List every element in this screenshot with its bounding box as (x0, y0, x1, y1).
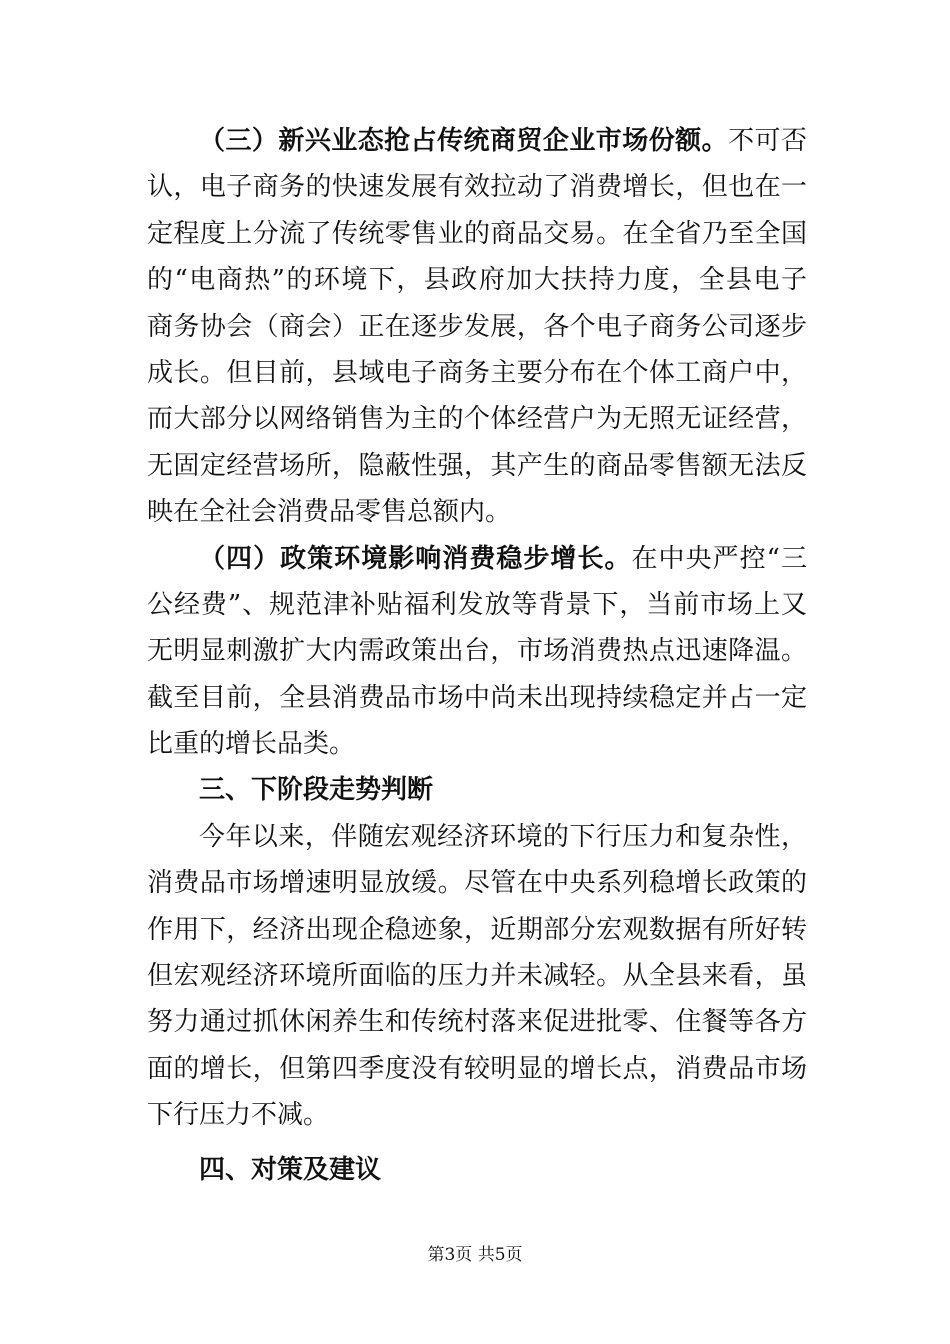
paragraph-3-lead-rest: 不可否 (728, 126, 807, 156)
paragraph-4-lead-rest: 在中央严控“三 (631, 543, 807, 574)
paragraph-5-line: 努力通过抓休闲养生和传统村落来促进批零、住餐等各方 (147, 1007, 807, 1038)
paragraph-4-bold-lead: （四）政策环境影响消费稳步增长。 (199, 543, 632, 574)
paragraph-4-line-1 (147, 536, 807, 582)
paragraph-5-line: 但宏观经济环境所面临的压力并未减轻。从全县来看，虽 (147, 961, 807, 992)
paragraph-3-line: 而大部分以网络销售为主的个体经营户为无照无证经营， (147, 404, 807, 435)
paragraph-5-line: 下行压力不减。 (147, 1100, 330, 1131)
paragraph-4-line: 公经费”、规范津补贴福利发放等背景下，当前市场上又 (147, 589, 807, 620)
paragraph-3-line: 认，电子商务的快速发展有效拉动了消费增长，但也在一 (147, 172, 807, 203)
section-heading-4: 四、对策及建议 (199, 1154, 382, 1185)
section-heading-3: 三、下阶段走势判断 (199, 775, 434, 806)
paragraph-3-line: 定程度上分流了传统零售业的商品交易。在全省乃至全国 (147, 218, 807, 249)
paragraph-4-line: 比重的增长品类。 (147, 729, 356, 760)
paragraph-5-line-1: 今年以来，伴随宏观经济环境的下行压力和复杂性， (199, 821, 807, 852)
paragraph-3-line: 的“电商热”的环境下，县政府加大扶持力度，全县电子 (147, 265, 807, 296)
paragraph-3-line: 无固定经营场所，隐蔽性强，其产生的商品零售额无法反 (147, 450, 807, 481)
paragraph-3-line-1 (147, 118, 807, 164)
paragraph-5-line: 消费品市场增速明显放缓。尽管在中央系列稳增长政策的 (147, 868, 807, 899)
paragraph-5-line: 作用下，经济出现企稳迹象，近期部分宏观数据有所好转 (147, 914, 807, 945)
page-footer: 第3页 共5页 (427, 1245, 523, 1265)
paragraph-4-line: 截至目前，全县消费品市场中尚未出现持续稳定并占一定 (147, 682, 807, 713)
spacer (147, 1139, 807, 1147)
paragraph-5-line: 面的增长，但第四季度没有较明显的增长点，消费品市场 (147, 1053, 807, 1084)
paragraph-3-line: 映在全社会消费品零售总额内。 (147, 497, 512, 528)
document-body (147, 118, 807, 1193)
paragraph-3-line: 成长。但目前，县域电子商务主要分布在个体工商户中， (147, 357, 807, 388)
paragraph-3-bold-lead: （三）新兴业态抢占传统商贸企业市场份额。 (199, 126, 729, 156)
paragraph-3-line: 商务协会（商会）正在逐步发展，各个电子商务公司逐步 (147, 311, 807, 342)
paragraph-4-line: 无明显刺激扩大内需政策出台，市场消费热点迅速降温。 (147, 636, 807, 667)
